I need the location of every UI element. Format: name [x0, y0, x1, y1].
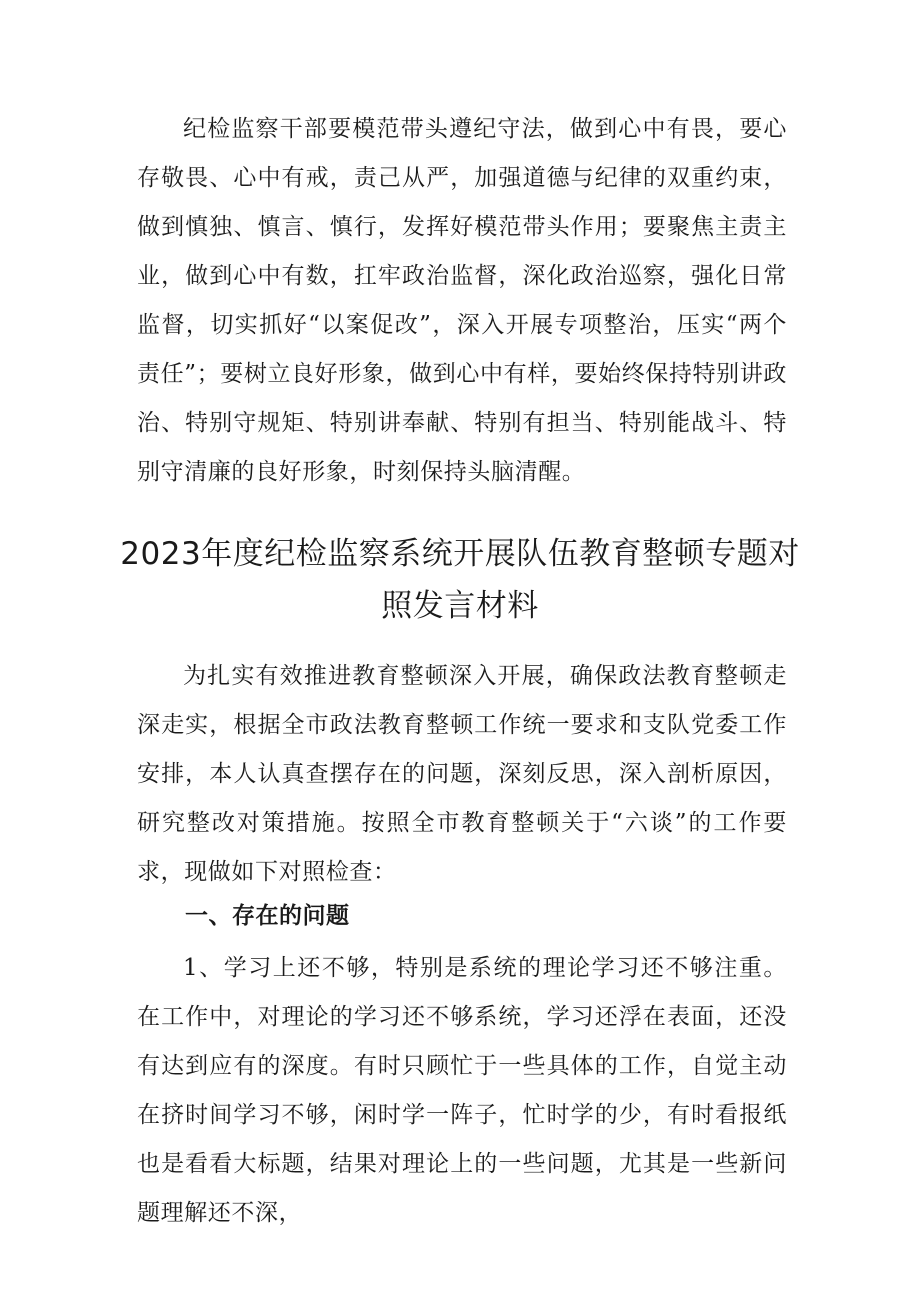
body-paragraph: 纪检监察干部要模范带头遵纪守法，做到心中有畏，要心存敬畏、心中有戒，责己从严，加强道德与纪律的双重约束，做到慎独、慎言、慎行，发挥好模范带头作用；要聚焦主责主业，做到心中有数，扛牢政治监督，深化政治巡察，强化日常监督，切实抓好“以案促改”，深入开展专项整治，压实“两个责任”；要树立良好形象，做到心中有样，要始终保持特别讲政治、特别守规矩、特别讲奉献、特别有担当、特别能战斗、特别守清廉的良好形象，时刻保持头脑清醒。 — [137, 116, 787, 485]
body-paragraph: 1、学习上还不够，特别是系统的理论学习还不够注重。在工作中，对理论的学习还不够系统，学习还浮在表面，还没有达到应有的深度。有时只顾忙于一些具体的工作，自觉主动在挤时间学习不够，闲时学一阵子，忙时学的少，有时看报纸也是看看大标题，结果对理论上的一些问题，尤其是一些新问题理解还不深， — [137, 955, 787, 1226]
document-title: 2023年度纪检监察系统开展队伍教育整顿专题对照发言材料 — [120, 536, 800, 624]
section-heading: 一、存在的问题 — [185, 903, 350, 929]
intro-paragraph: 为扎实有效推进教育整顿深入开展，确保政法教育整顿走深走实，根据全市政法教育整顿工作统一要求和支队党委工作安排，本人认真查摆存在的问题，深刻反思，深入剖析原因，研究整改对策措施。按照全市教育整顿关于“六谈”的工作要求，现做如下对照检查： — [137, 663, 787, 885]
